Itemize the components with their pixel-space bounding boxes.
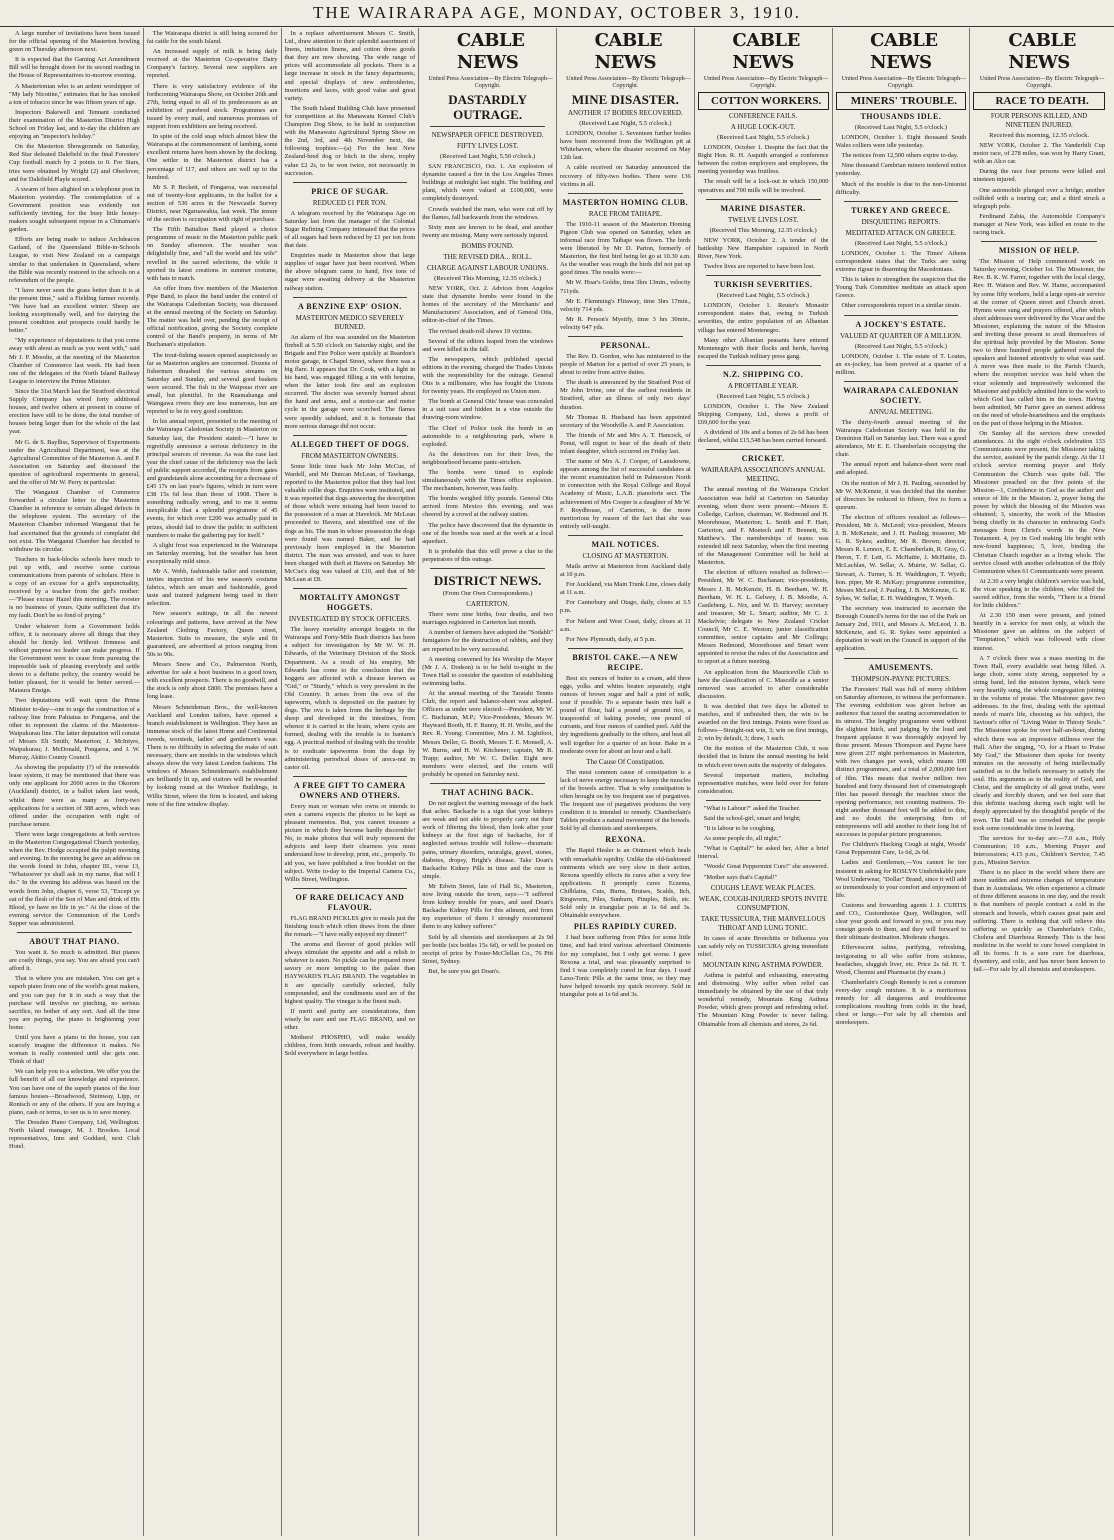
- coughs-heading: COUGHS LEAVE WEAK PLACES.: [710, 883, 816, 892]
- paragraph: The friends of Mr and Mrs A. T. Hancock, of Ponui, will regret to hear of the death of their infant daughter, which occurred on Friday last.: [560, 431, 691, 455]
- paragraph: "Woods' Great Peppermint Cure!" she answered.: [703, 863, 829, 871]
- paragraph: Asthma is painful and exhausting, enervating and distressing. Why suffer when relief can immediately be obtained by the use of that truly wonderful remedy, Mountain King Asthma Powder, which gives prompt and refreshing relief. The Mountain King Powder is never failing. Obtainable from all chemists and stores, 2s 6d.: [697, 971, 829, 1028]
- charge-subheading: CHARGE AGAINST LABOUR UNIONS.: [427, 263, 549, 272]
- paragraph: LONDON, October 1. The New Zealand Shipping Company, Ltd., shows a profit of £69,600 for the year.: [697, 402, 829, 427]
- paragraph: The result will be a lock-out in which 150,000 operatives and 700 mills will be involved.: [697, 178, 829, 194]
- paragraph: Many other Albanian peasants have entered Montenegro with their flocks and herds, having escaped the Turkish military press gang.: [697, 336, 829, 360]
- paragraph: An offer from five members of the Masterton Pipe Band, to place the band under the control of the Wairarapa Caledonian Society, was discussed at the annual meeting of the Society on Saturday. The matter was held over, pending the receipt of official notification, giving the Society complete control of the Band's property, in terms of Mr Buchanan's stipulation.: [146, 284, 278, 349]
- tussicura-paragraphs: [698, 935, 829, 959]
- column-2: [144, 28, 282, 1536]
- divider: [293, 435, 408, 436]
- paragraph: As showing the popularity (?) of the renewable lease system, it may be mentioned that there was only one applicant for 2000 acres in the Okorore (Auckland) district, in a ballot taken last week, whilst there were as many as forty-two applications for a section of 388 acres, which was offered under the occupation with right of purchase tenure.: [9, 764, 140, 828]
- paragraph: In a replace advertisement Messrs C. Smith, Ltd., draw attention to their splendid assortment of linens, imitation linens, and cotton dress goods that they are now showing. The wide range of prices will accommodate all pockets. There is a large increase in stock in the fancy departments, and special displays of new embroideries, insertions and laces, with good value and great variety.: [284, 30, 416, 102]
- paragraph: The Rev. D. Gordon, who has ministered to the people of Marton for a period of over 25 years, is about to retire from active duties.: [560, 352, 691, 377]
- marine-heading: MARINE DISASTER.: [720, 203, 806, 213]
- carterton-heading: CARTERTON.: [466, 600, 510, 609]
- shipping-subheading: A PROFITABLE YEAR.: [727, 381, 799, 390]
- outrage-subheading: NEWSPAPER OFFICE DESTROYED.: [431, 131, 544, 139]
- col2-paragraphs: [147, 30, 278, 809]
- paragraph: Mr S. P. Beckett, of Pongaroa, was successful out of twenty-four applicants, in the ballot for a section of 530 acres in the Newcastle Survey District, near Ngaruawahia, last week. The tenure of the section is occupation with right of purchase.: [146, 183, 278, 224]
- paragraph: The aroma and flavour of good pickles will always stimulate the appetite and add a relish to whatever is eaten. No pickle can be prepared more savory or more tempting to the palate than HAYWARD'S FLAG BRAND. The vegetables in it are specially carefully selected, fully compounded, and the condiments used are of the highest quality. The vinegar is the finest malt.: [284, 941, 416, 1005]
- paragraph: As the detectives ran for their lives, the neighbourhood became panic-stricken.: [422, 450, 553, 466]
- mine-disaster-heading: MINE DISASTER.: [571, 92, 679, 107]
- jockey-paragraphs: [836, 353, 967, 377]
- divider: [293, 588, 408, 589]
- divider: [293, 888, 408, 889]
- paragraph: LONDON, October 1. The estate of T. Loates, an ex-jockey, has been proved at a quarter of a million.: [835, 352, 967, 376]
- paragraph: The bombs weighed fifty pounds. General Otis arrived from Mexico this evening, and was cheered by a crowd at the railway station.: [422, 495, 553, 519]
- divider: [430, 783, 545, 784]
- paragraph: Since the 31st March last the Stratford electrical Supply Company has wired forty additional houses, and twelve others at present in course of erection have still to be done, the total number of houses being larger than for the whole of the last year.: [9, 387, 140, 436]
- paragraph: Said the school-girl, smart and bright;: [703, 815, 801, 822]
- paragraph: For Canterbury and Otago, daily, closes at 3.5 p.m.: [560, 599, 691, 615]
- paragraph: On the motion of the Masterton Club, it was decided that in future the annual meeting be held in which ever town suits the majority of delegates.: [697, 745, 829, 769]
- paragraph: As some people do, all night;": [703, 835, 782, 843]
- paragraph: Mr Edwin Street, late of Hall St., Masterton, now living outside the town, says:—"I suffered from kidney trouble for years, and used Doan's Backache Kidney Pills for this ailment, and from my experience of them I strongly recommend them to any kidney sufferer.": [422, 882, 553, 931]
- received-note: (Received Last Night, 5.5 o'clock.): [717, 134, 810, 141]
- column-7: [833, 28, 971, 1536]
- miners-paragraphs: [836, 134, 967, 197]
- paragraph: For Auckland, via Main Trunk Line, closes daily at 11 a.m.: [560, 581, 691, 597]
- greece-heading: TURKEY AND GREECE.: [851, 205, 951, 215]
- sugar-subheading: REDUCED £1 PER TON.: [312, 198, 387, 207]
- paragraph: The annual meeting of the Wairarapa Cricket Association was held at Carterton on Saturday evening, when there were present:—Messrs E. Colledge, Carlton, chairman; W. Redmond and H. Moorehouse, Masterton; L. Smith and F. Hart, Carterton, and F. Moetech and F. Bennett, St. Matthew's. The memberships of teams was extended till next Saturday, when the first meeting of the Management Committee will be held at Masterton.: [697, 486, 829, 567]
- cotton-paragraphs: [698, 144, 829, 195]
- paragraph: Until you have a piano in the house, you can scarcely imagine the difference it makes. No woman is really contented until she gets one. Think of that!: [9, 1033, 140, 1066]
- paragraph: LONDON, October 1. Reuter's Monastir correspondent states that, owing to Turkish severities, the entire population of an Albanian village has entered Montenegro.: [697, 302, 829, 334]
- divider: [844, 658, 959, 659]
- benzine-heading: A BENZINE EXP' OSION.: [297, 301, 402, 311]
- outrage-subheading-2: FIFTY LIVES LOST.: [457, 142, 519, 150]
- divider: [430, 126, 545, 127]
- dogs-subheading: FROM MASTERTON OWNERS.: [301, 451, 399, 460]
- divider: [706, 449, 821, 450]
- piles-heading: PILES RAPIDLY CURED.: [573, 922, 677, 932]
- cable-news-title: CABLE NEWS: [870, 30, 938, 73]
- paragraph: I had been suffering from Piles for some little time, and had tried various advertised Ointments for my complaint, but I only got worse. I gave Rexona a trial, and was pleasantly surprised to find I was completely cured in four days. I used Laxo-Tonic Pills at the same time, so they may have helped towards my quick recovery. Sold in triangular pots at 1s 6d and 3s.: [560, 934, 691, 998]
- amusements-heading: AMUSEMENTS.: [868, 662, 934, 672]
- personal-heading: PERSONAL.: [600, 340, 651, 350]
- labour-verse: [698, 805, 829, 882]
- paragraph: During the race four persons were killed and nineteen injured.: [973, 168, 1105, 184]
- shipping-heading: N.Z. SHIPPING CO.: [722, 369, 804, 379]
- roll-subheading: THE REVISED DRA... ROLL.: [443, 252, 532, 261]
- sugar-paragraphs: [285, 210, 416, 293]
- paragraph: New season's suitings, in all the newest colourings and patterns, have arrived at the New Zealand Clothing Factory, Queen street, Masterton. Suits to measure, the style and fit guaranteed, are advertised at prices ranging from 50s to 90s.: [146, 610, 278, 658]
- paragraph: Effervescent saline, purifying, refreshing, invigorating to all who suffer from sickness, headaches, sluggish liver, etc. Price 2s 6d. H. T. Wood, Chemist and Pharmacist (by exam.): [835, 944, 967, 976]
- paragraph: If merit and purity are considerations, then wisely be sure and use FLAG BRAND, and no other.: [284, 1007, 416, 1031]
- cable-credit: United Press Association—By Electric Telegraph—Copyright.: [566, 76, 691, 89]
- paragraph: This is taken to strengthen the suspicion that the Young Turk Committee meditate an attack upon Greece.: [835, 276, 967, 300]
- cable-news-title: CABLE NEWS: [594, 30, 663, 73]
- miners-heading: MINERS' TROUBLE.: [836, 92, 967, 110]
- paragraph: Mr W. Hoar's Goldie, time 3hrs 13min., velocity 711yds.: [560, 279, 691, 295]
- cable-credit: United Press Association—By Electric Telegraph—Copyright.: [428, 76, 553, 89]
- paragraph: A 7 o'clock there was a mass meeting in the Town Hall, every available seat being filled. A large choir, some sixty strong, supported by a string band, led the mission hymns, which were very heartily sung, the whole congregation joining in the volume of praise. The Missioner gave two addresses. In the first, dealing with the spiritual needs of man's life, choosing as his subject, the Saviour's offer of "Living Water to Thirsty Souls." The Missioner spoke for over half-an-hour, during which there was an impressive stillness over the Hall. After the singing, "O, for a Heart to Praise My God," the Missioner then spoke for twenty minutes on the necessity of being intellectually satisfied as to the beliefs necessary to satisfy the soul. His arguments as to the reality of God, and Christ, and the simplicity of all great truths, were clearly and forcibly drawn, and we feel sure that this definite teaching during each night will be deeply appreciated by the thoughtful people of the town. The Hall was so crowded that the people took some considerable time in leaving.: [973, 654, 1105, 832]
- divider: [568, 648, 683, 649]
- homing-heading: MASTERTON HOMING CLUB.: [562, 197, 689, 207]
- received-note: (Received Last Night, 5.5 o'clock.): [854, 342, 947, 350]
- paragraph: The Wairarapa district is still being scoured for fat cattle for the south Island.: [146, 30, 278, 46]
- masthead: THE WAIRARAPA AGE, MONDAY, OCTOBER 3, 1910.: [0, 0, 1114, 27]
- homing-subheading: RACE FROM TAIHAPE.: [588, 209, 662, 218]
- column-1: [6, 28, 144, 1536]
- divider: [844, 201, 959, 202]
- col1-paragraphs: [9, 30, 140, 928]
- paragraph: In cases of acute Bronchitis or Influenza you can safely rely on TUSSICURA giving immediate relief.: [697, 934, 829, 958]
- paragraph: A number of farmers have adopted the "Sodahlt" fumigators for the destruction of rabbits, and they are reported to be very successful.: [422, 629, 553, 653]
- col3-paragraphs: [285, 30, 416, 178]
- received-note: (Received Last Night, 5.5 o'clock.): [579, 120, 672, 127]
- paragraph: Much of the trouble is due to the non-Unionist difficulty.: [835, 180, 967, 196]
- rexona-paragraphs: [560, 847, 691, 920]
- mine-paragraphs: [560, 130, 691, 189]
- paragraph: The services for to-day are:—7.0 a.m., Holy Communion; 10 a.m., Morning Prayer and Intercessions; 4.15 p.m., Children's Service; 7.45 p.m., Mission Service.: [973, 834, 1105, 866]
- paragraph: But, be sure you get Doan's.: [428, 967, 501, 975]
- paragraph: There is very satisfactory evidence of the forthcoming Wairarapa Show, on October 26th and 27th, being equal to all of its predecessors as an exhibition of purebred stock. Programmes are issued by every mail, and numerous promises of support from exhibitors are being received.: [146, 82, 278, 131]
- cotton-subheading-2: A HUGE LOCK-OUT.: [730, 123, 796, 131]
- paragraph: Mails arrive at Masterton from Auckland daily at 10 p.m.: [560, 562, 691, 579]
- paragraph: Crowds watched the men, who were cut off by the flames, fall backwards from the windows.: [422, 205, 553, 221]
- jockey-subheading: VALUED AT QUARTER OF A MILLION.: [839, 331, 962, 340]
- received-note: (Received Last Night, 5.5 o'clock.): [854, 124, 947, 131]
- bombs-subheading: BOMBS FOUND.: [461, 241, 514, 250]
- cake-paragraphs: [560, 675, 691, 756]
- paragraph: "What is Capital?" he asked her, After a brief interval.: [697, 845, 829, 861]
- paragraph: On the motion of Mr J. H. Pauling, seconded by Mr W. McKenzie, it was decided that the number of directors be reduced to fifteen, five to form a quorum.: [835, 479, 967, 511]
- paragraph: The secretary was instructed to ascertain the Borough Council's terms for the use of the Park on January 2nd, 1911, and Messrs A. McLeod, J. B. McKenzie, and G. R. Sykes were appointed a deputation to wait on the Council in support of the application.: [835, 604, 967, 653]
- dogs-heading: ALLEGED THEFT OF DOGS.: [290, 439, 410, 449]
- paragraph: You want it. So much is admitted. But pianos are costly things, you say. You are afraid you can't afford it.: [9, 949, 140, 973]
- sugar-heading: PRICE OF SUGAR.: [311, 186, 389, 196]
- paragraph: Messrs Snow and Co., Palmerston North, advertise for sale a boot business in a good town, with excellent prospects. There is no goodwill, and the stock is only about £800. The premises have a long lease.: [146, 661, 278, 701]
- paragraph: The heavy mortality amongst hoggets in the Wairarapa and Forty-Mile Bush districts has been a subject for investigation by Mr W. W. H. Edwards, of the Veterinary Division of the Stock Department. As a result of his enquiry, Mr Edwards has come to the conclusion that the hoggets are affected with a disease known as "Gid," or "Sturdy," which is very prevalent in the Old Country. It arises from the ova of the tapeworm, which is deposited on the pasture by dogs. The ova is taken from the herbage by the sheep and developed in the intestines, from whence it is carried to the brain, where cysts are formed, dealing with the trouble is to bantam's egg. A practical method of dealing with the trouble is to eradicate tapeworms from the dogs by administering periodical doses of areca-nut in castor oil.: [284, 626, 416, 771]
- paragraph: The trout-fishing season opened auspiciously so far as Masterton anglers are concerned. Dozens of fishermen thrashed the various streams on Saturday and Sunday, and several good baskets were secured. The fish in the Waipoua river are small, but plentiful. In the Ruamahanga and Waingawa rivers they are less numerous, but are reported to be in very good condition.: [146, 351, 278, 416]
- greece-subheading-2: MEDITATED ATTACK ON GREECE.: [845, 228, 957, 237]
- divider: [17, 932, 132, 933]
- constipation-heading: The Cause Of Constipation.: [586, 757, 665, 766]
- aching-back-heading: THAT ACHING BACK.: [441, 788, 534, 797]
- cable-credit: United Press Association—By Electric Telegraph—Copyright.: [703, 76, 829, 89]
- paragraph: NEW YORK, October 2. A tender of the battleship New Hampshire capsized in North River, New York.: [697, 236, 829, 260]
- paragraph: NEW YORK, October 2. The Vanderbilt Cup motor race, of 278 miles, was won by Harry Grant, with an Alco car.: [973, 142, 1105, 166]
- paragraph: At 2.30 150 men were present, and joined heartily in a service for men only, at which the Missioner gave an address on the subject of "Temptation," which was followed with close interest.: [973, 612, 1105, 652]
- divider: [293, 776, 408, 777]
- column-5: [557, 28, 695, 1536]
- outrage-heading: DASTARDLY OUTRAGE.: [448, 92, 527, 122]
- paragraph: "Mother says that's Capital!": [703, 873, 778, 881]
- paragraph: The election of officers resulted as follows—President, Mr A. McLeod; vice-president, Messrs J. B. McKenzie, and J. H. Pauling; treasurer, Mr G. R. Sykes; auditor, Mr R. Brown; director, Messrs R. Lennox, E. E. Chamberlain, R. Gray, G. Heron, T. F. Lett, G. McHattie, J. McHattie, D. McLachlan, W. Sellar, A. Muirie, W. Sellar, G. Stewart, A. Turner, S. H. Waddington, T. Wyeth; hon. piper, Mr R. McKay; programme committee, Messrs McLeod, J. Pauling, J. B. McKenzie, G. R. Sykes, W. Sellar, E. H. Waddington, T. Wyeth.: [835, 513, 967, 602]
- cricket-subheading: WAIRARAPA ASSOCIATION'S ANNUAL MEETING.: [701, 466, 826, 484]
- paragraph: Nine thousand Cambrian miners tendered notice yesterday.: [835, 162, 967, 178]
- turkish-heading: TURKISH SEVERITIES.: [713, 280, 813, 290]
- paragraph: We can help you to a selection. We offer you the full benefit of all our knowledge and experience. You can have one of the superb pianos of the four famous houses—Broadwood, Steinway, Lipp, or Ronisch or any of the others. If you are buying a piano, cash or terms, to see us is to save money.: [9, 1068, 140, 1116]
- district-paragraphs: [422, 611, 553, 779]
- paragraph: The Chief of Police took the bomb in an automobile to a neighbouring park, where it exploded.: [422, 424, 553, 448]
- paragraph: The police have discovered that the dynamite in one of the bombs was used at the work at a local aqueduct.: [422, 521, 553, 545]
- asthma-paragraphs: [698, 972, 829, 1029]
- cable-credit: United Press Association—By Electric Telegraph—Copyright.: [979, 76, 1105, 89]
- cable-credit: United Press Association—By Electric Telegraph—Copyright.: [841, 76, 967, 89]
- piles-paragraphs: [560, 934, 691, 999]
- received-note: (Received Last Night, 5.5 o'clock.): [717, 292, 810, 300]
- paragraph: The bombs were timed to explode simultaneously with the Times office explosion. The mechanism, however, was faulty.: [422, 469, 553, 493]
- paragraph: The Wanganui Chamber of Commerce forwarded a circular letter to the Masterton Chamber in reference to certain alleged defects in the telephone system. The secretary of the Masterton Chamber informed Wanganui that he had ascertained that the grounds of complaint did not exist. The Wanganui Chamber has decided to withdraw its circular.: [9, 489, 140, 553]
- paragraph: Under whatever form a Government holds office, it is necessary above all things that they should be firmly led. Without firmness and without purpose no leader can make progress. If the Government were to cease from pursuing the impossible task of pleasing everybody and settle down to a definite policy, the country would be better pleased, for it would be better served.—Mataura Ensign.: [9, 622, 140, 695]
- paragraph: It is expected that the Gaming Act Amendment Bill will be brought down for its second reading in the House of Representatives to-morrow evening.: [9, 56, 140, 80]
- paragraph: Chamberlain's Cough Remedy is not a common every-day cough mixture. It is a meritorious remedy for all dangerous and troublesome complications resulting from colds in the head, chest or lungs.—For sale by all chemists and storekeepers.: [835, 978, 967, 1027]
- paragraph: The Foresters' Hall was full of merry children on Saturday afternoon, to witness the performance. The evening exhibition was given before an audience that taxed the seating accommodation to its utmost. The lengthy programme went without the slightest hitch, and judging by the loud and frequent applause it was thoroughly enjoyed by those present. Messrs Thompson and Payne have now given 237 night performances in Masterton, with two changes per week, which means 100 distinct programmes, and a total of 2,000,000 feet of film. This means that twelve million two hundred and forty thousand feet of cinematograph film has passed through the machine since the opening performance, not counting matinees. To-night another thousand feet will be added to this, and no doubt the enterprising firm of entrepreneurs will add another to their long list of successes in popular picture programmes.: [835, 685, 967, 839]
- paragraph: The Rapid Healer is an Ointment which heals with remarkable rapidity. Unlike the old-fashioned ointments which are very slow in their action, Rexona speedily effects its cures after a very few applications. It promptly cures Eczema, Chilblains, Cuts, Burns, Bruises, Scalds, Itch, Ringworm, Piles, Sunburn, Pimples, Boils, etc. Sold only in triangular pots at 1s 6d and 3s. Obtainable everywhere.: [560, 847, 691, 920]
- paragraph: Messrs Schneideman Bros., the well-known Auckland and London tailors, have opened a branch establishment in Wellington. They have an immense stock of the latest Home and Continental tweeds, worsteds, ladies' and gentlemen's wear. There is no difficulty in selecting the make of suit necessary, there are models in the windows which always show the very latest London fashions. The windows of Messrs Schneideman's establishment are brilliantly lit up, and visitors will be rewarded by looking round at the Windsor Buildings, in Willis Street, where the firm is located, and taking note of the fine window display.: [146, 703, 278, 808]
- divider: [430, 568, 545, 569]
- constipation-paragraphs: [560, 769, 691, 834]
- paragraph: An alarm of fire was sounded on the Masterton firebell at 5.50 o'clock on Saturday night, and the Brigade and Fire Police were quickly at Reardon's motor garage, in Chapel Street, where there was a big flare. It appears that Dr. Cook, with a light in his hand, was engaged filling a tin with benzine, when the latter took fire and an explosion occurred. The doctor was severely burned about the hand and arms, and a motor-car and motor cycle in the garage were scorched. The flames were speedily subdued, and it is fortunate that more serious damage did not occur.: [284, 333, 416, 430]
- piano-paragraphs: [9, 949, 140, 1151]
- paragraph: In his annual report, presented to the meeting of the Wairarapa Caledonian Society in Masterton on Saturday last, the President stated:—"I have to regretfully announce a serious deficiency in the principal sources of revenue. As was the case last year the chief cause of the deficiency was the lack of public support accorded, the receipts from gates and grandstands alone accounting for a decrease of £45 17s on last year's figures, which in turn were £38 15s 6d less than those of 1908. There is something radically wrong, and to me it seems inexplicable that a splendid programme of 45 events, for which over £200 was actually paid in prizes, should fail to draw the public in sufficient numbers to make the gathering pay for itself.": [146, 418, 278, 539]
- paragraph: The Dresden Piano Company, Ltd, Wellington. North Island manager, M. J. Brookes. Local representatives, Inns and Goddard, next Club Hotel.: [9, 1118, 140, 1151]
- paragraph: The death is announced by the Stratford Post of Mr John Irvine, one of the earliest residents in Stratford, after an illness of only two days' duration.: [560, 379, 691, 411]
- amusements-paragraphs: [836, 686, 967, 1028]
- cable-news-title: CABLE NEWS: [456, 30, 525, 73]
- paragraph: A meeting convened by his Worship the Mayor (Mr J. A. Dodson) is to be held to-night in the Town Hall to consider the question of establishing swimming baths.: [422, 655, 553, 687]
- mail-heading: MAIL NOTICES.: [591, 539, 660, 549]
- paragraph: The revised death-roll shows 19 victims.: [428, 327, 533, 335]
- mail-subheading: CLOSING AT MASTERTON.: [582, 551, 669, 560]
- paragraph: "It is labour to be coughing,: [703, 825, 776, 833]
- paragraph: The annual report and balance-sheet were read and adopted.: [835, 461, 967, 477]
- outrage-paragraphs: [422, 163, 553, 240]
- district-news-heading: DISTRICT NEWS.: [433, 573, 542, 589]
- paragraph: A slight frost was experienced in the Wairarapa on Saturday morning, but the weather has been exceptionally mild since.: [146, 541, 278, 565]
- column-4: [419, 28, 557, 1536]
- camera-heading: A FREE GIFT TO CAMERA OWNERS AND OTHERS.: [293, 780, 406, 800]
- paragraph: An increased supply of milk is being daily received at the Masterton Co-operative Dairy Company's factory. Several new suppliers are reported.: [146, 48, 278, 80]
- paragraph: A swarm of bees alighted on a telephone post in Masterton yesterday. The contemplation of a Government position was evidently not sufficiently inviting, for the busy little honey-makers sought subsequent repose in a Chinaman's garden.: [9, 185, 140, 234]
- piano-heading: ABOUT THAT PIANO.: [29, 937, 120, 947]
- paragraph: Ferdinand Zabia, the Automobile Company's manager at New York, was killed en route to the racing track.: [973, 212, 1105, 237]
- mission-paragraphs: [973, 258, 1105, 974]
- hoggets-subheading: INVESTIGATED BY STOCK OFFICERS.: [288, 615, 411, 624]
- paragraph: Customs and forwarding agents J. J. CURTIS and CO., Customhouse Quay, Wellington, will clear your goods and forward to you, or you may consign goods to them, and they will forward to their ultimate destination. Moderate charges.: [835, 901, 967, 942]
- divider: [568, 535, 683, 536]
- turkish-paragraphs: [698, 302, 829, 361]
- column-3: [282, 28, 420, 1536]
- paragraph: A cable received on Saturday announced the recovery of fifty-two bodies. There were 136 victims in all.: [560, 164, 691, 188]
- paragraph: "My experience of deputations is that you come away with about as much as you went with," said Mr J. P. Moodie, at the meeting of the Masterton Chamber of Commerce last week. He had been one of the delegates of the North Island Railway League to interview the Prime Minister.: [9, 337, 140, 385]
- paragraph: The 1910-11 season of the Masterton Homing Pigeon Club was opened on Saturday, when an informal race from Taihape was flown. The birds were liberated by Mr D. Parton, formerly of Masterton, the first bird being let go at 10.30 a.m. As the weather was rough the birds did not put up good times. The results were:—: [560, 220, 691, 277]
- paragraph: In spite of the cold snap which almost blew the Wairarapa at the commencement of lambing, some excellent returns have been shown by the docking. One settler in the Masterton district has a percentage of 117, and others are well up to the hundred.: [146, 133, 278, 181]
- paragraph: Inspectors Bakewell and Tennant conducted their examination of the Masterton District High School on Friday last, and to-day the children are enjoying an "inspector's holiday.": [9, 108, 140, 141]
- paragraph: For New Plymouth, daily, at 5 p.m.: [566, 635, 657, 643]
- paragraph: The most common cause of constipation is a lack of nerve energy necessary to keep the muscles of the bowels active. That is why constipation is often brought on by too frequent use of purgatives. The frequent use of purgatives produces the very condition it is intended to remedy. Chamberlain's Tablets produce a natural movement of the bowels. Sold by all chemists and storekeepers.: [560, 768, 691, 833]
- cake-heading: BRISTOL CAKE.—A NEW RECIPE.: [572, 652, 679, 672]
- paragraph: Some little time back Mr John McCue, of Wardell, and Mr Duncan McLean, of Tawhanga, reported to the Masterton police that they had lost valuable collie dogs. Enquiries were instituted, and it was reported that dogs answering the description of those which were missing had been traced to the possession of a man at Havelock. Mr McLean proceeded to Havera, and identified one of the dogs as his. The man in whose possession the dogs were found was named Baker, and he had previously been employed in the Masterton district. The man was arrested, and was to have been charged with theft at Havera on Saturday. Mr McCue's dog was valued at £10, and that of Mr McLean at £8.: [284, 462, 416, 584]
- divider: [981, 241, 1097, 242]
- cable-news-title: CABLE NEWS: [1008, 30, 1076, 73]
- received-note: (Received Last Night, 5.50 o'clock.): [439, 153, 536, 160]
- paragraph: LONDON, October 1. Eight thousand South Wales colliers were idle yesterday.: [835, 134, 967, 150]
- divider: [706, 365, 821, 366]
- mine-disaster-subheading: ANOTHER 17 BODIES RECOVERED.: [568, 109, 683, 117]
- asthma-heading: MOUNTAIN KING ASTHMA POWDER.: [702, 960, 824, 969]
- received-note: (Received This Morning, 12.35 o'clock.): [434, 274, 542, 282]
- paragraph: FLAG BRAND PICKLES give to meals just the finishing touch which often draws from the diner the remark—"I have really enjoyed my dinner!": [284, 914, 416, 938]
- aching-back-paragraphs: [422, 800, 553, 976]
- paragraph: Mothers! PHOSPHO, will make weakly children, from birth onwards, robust and healthy. Sold everywhere in large bottles.: [284, 1034, 416, 1058]
- benzine-subheading: MASTERTON MEDICO SEVERELY BURNED.: [295, 313, 405, 331]
- hoggets-paragraphs: [285, 626, 416, 772]
- camera-paragraphs: [285, 803, 416, 884]
- homing-paragraphs: [560, 221, 691, 332]
- rexona-heading: REXONA.: [605, 835, 646, 845]
- flavour-paragraphs: [285, 915, 416, 1059]
- paragraph: The name of Mrs A. J. Cooper, of Lansdowne, appears among the list of successful candidates at the recent examination held in Palmerston North in connection with the Royal College and Royal Academy of Music, L.A.B. pianoforte sect. The achievement of Mrs Cooper is a daughter of Mr W. F. Roydhouse, of Carterton, is the more meritorious by reason of the fact that she was entirely self-taught.: [560, 458, 691, 530]
- paragraph: Mr G. de S. Baylliss, Supervisor of Experiments under the Agricultural Department, was at the Agricultural Committee of the Masterton A. and P. Association on Saturday and discussed the question of agricultural experiments in general, and the offer of Mr W. Perry in particular.: [9, 438, 140, 486]
- paragraph: LONDON, October 1. Seventeen further bodies have been recovered from the Wellington pit at Whitehaven, where the disaster occurred on May 12th last.: [560, 130, 691, 162]
- cotton-workers-heading: COTTON WORKERS.: [698, 92, 829, 110]
- outrage-paragraphs-2: [422, 285, 553, 564]
- race-to-death-heading: RACE TO DEATH.: [973, 92, 1105, 110]
- paragraph: SAN FRANCISCO, Oct. 1. An explosion of dynamite caused a fire in the Los Angeles Times buildings at midnight last night. The building and plant, which were valued at £100,000, were completely destroyed.: [422, 163, 553, 203]
- divider: [844, 381, 959, 382]
- paragraph: Mr A. Webb, fashionable tailor and costumier, invites inspection of his new season's costume fabrics, which are smart and fashionable, good taste and trained judgment being used in their selection.: [146, 568, 278, 608]
- paragraph: NEW YORK, Oct. 2. Advices from Angelos state that dynamite bombs were found in the homes of the secretary of the Merchants' and Manufacturers' Association, and of General Otis, editor-in-chief of the Times.: [422, 285, 553, 325]
- paragraph: Do not neglect the warning message of the back that aches. Backache is a sign that your kidneys are weak and not able to properly carry out their work of filtering the blood, then look after your kidneys at the first sign of backache, for if neglected serious trouble will follow—rheumatic pains, urinary disorders, neuralgia, gravel, stones, diabetes, dropsy, Bright's disease. Take Doan's Backache Kidney Pills in time and the cure is simple.: [422, 800, 553, 880]
- divider: [568, 193, 683, 194]
- columns: [6, 28, 1108, 1536]
- paragraph: Several important matters, including representative matches, were held over for future consideration.: [697, 771, 829, 795]
- paragraph: LONDON, October 1. The Times' Athens correspondent states that the Turks are using extreme rigour in disarming the Macedonians.: [835, 249, 967, 274]
- paragraph: Sold by all chemists and storekeepers at 2s 9d per bottle (six bottles 15s 6d), or will be posted on receipt of price by Foster-McClellan Co., 76 Pitt Street, Sydney.: [422, 933, 553, 965]
- paragraph: Ladies and Gentlemen,—You cannot be too insistent in asking for ROSLYN Unshrinkable pure Wool Underwear, "Dollar" Brand, since it will add so tremendously to your comfort and enjoyment of life.: [835, 859, 967, 899]
- paragraph: The thirty-fourth annual meeting of the Wairarapa Caledonian Society was held in the Dominion Hall on Saturday last. There was a good attendance, Mr E. E. Chamberlain occupying the chair.: [835, 418, 967, 459]
- paragraph: Twelve lives are reported to have been lost.: [703, 263, 815, 271]
- paragraph: Two deputations will wait upon the Prime Minister to-day—one to urge the construction of a railway line from Pahiatua to Pongaroa, and the other to represent the claims of the Masterton-Waipukurau line. The latter deputation will consist of Messrs Eli Smith, Masterton; J. McIntyre, Waipukurau; J. McDonald, Pongaroa, and J. W. Murray, Akitio County Council.: [9, 697, 140, 762]
- race-paragraphs: [973, 142, 1105, 237]
- district-news-subheading: (From Our Own Correspondents.): [442, 590, 533, 598]
- paragraph: Sixty men are known to be dead, and another twenty are missing. Many were seriously injured.: [422, 223, 553, 239]
- paragraph: "What is Labour?" asked the Teacher.: [703, 804, 800, 812]
- paragraph: It is probable that this will prove a clue to the perpetrators of this outrage.: [422, 547, 553, 563]
- paragraph: Mr E. Flemming's Flitaway, time 3hrs 17min., velocity 714 yds.: [560, 297, 691, 313]
- greece-paragraphs: [836, 250, 967, 311]
- divider: [293, 182, 408, 183]
- caledonian-paragraphs: [836, 419, 967, 654]
- flavour-heading: OF RARE DELICACY AND FLAVOUR.: [295, 892, 405, 912]
- dogs-paragraphs: [285, 463, 416, 584]
- shipping-paragraphs: [698, 403, 829, 445]
- paragraph: A Mastertonian who is an ardent worshipper of "My lady Nicotine," estimates that he has smoked a ton of tobacco since he was fifteen years of age.: [9, 82, 140, 106]
- greece-subheading: DISQUIETING REPORTS.: [861, 217, 941, 226]
- cricket-paragraphs: [698, 486, 829, 795]
- paragraph: A dividend of 10s and a bonus of 2s 6d has been declared, whilst £15,548 has been carried forward.: [697, 429, 829, 445]
- coughs-subheading: WEAK, COUGH-INJURED SPOTS INVITE CONSUMPTION.: [698, 894, 828, 912]
- paragraph: For Nelson and West Coast, daily, closes at 11 a.m.: [560, 617, 691, 633]
- caledonian-heading: WAIRARAPA CALEDONIAN SOCIETY.: [843, 385, 959, 405]
- paragraph: LONDON, October 1. Despite the fact that the Right Hon. R. H. Asquith arranged a conference between the cotton employers and employees, the meeting yesterday was fruitless.: [697, 144, 829, 176]
- paragraph: That is where you are mistaken. You can get a superb piano from one of the world's great makers, and you can pay for it in such a way that the purchase will involve no pinching, no serious sacrifice, no bother of any sort. And all the time you are paying, the piano is brightening your home.: [9, 975, 140, 1031]
- paragraph: On the Masterton Showgrounds on Saturday, Red Star defeated Dalefield in the final Foresters' Cup football match by 2 points to 0. For Stars, tries were obtained by Wright (2) and Oberlover, and for Dalefield Playle scored.: [9, 143, 140, 183]
- received-note: (Received Last Night, 5.5 o'clock.): [717, 392, 810, 400]
- paragraph: Teachers in back-blocks schools have much to put up with, and receive some curious communications from parents of scholars. Here is a copy of an excuse for a girl's unpunctuality, received by a teacher from the girl's mother:—"Please excuse Hazel this morning. The rooster is no business of yours. Quite sufficient that it's my fault. Don't be so fond of prying.": [9, 555, 140, 620]
- divider: [706, 199, 821, 200]
- personal-paragraphs: [560, 353, 691, 531]
- column-6: [695, 28, 833, 1536]
- caledonian-subheading: ANNUAL MEETING.: [868, 407, 934, 416]
- paragraph: A large number of invitations have been issued for the official opening of the Masterton bowling green on Thursday afternoon next.: [9, 30, 140, 54]
- paragraph: Mr Thomas R. Husband has been appointed secretary of the Woodville A. and P. Association.: [560, 413, 691, 429]
- paragraph: The notices from 12,500 others expire to-day.: [841, 152, 959, 160]
- paragraph: The Fifth Battalion Band played a choice programme of music in the Masterton public park on Sunday afternoon. The weather was delightfully fine, and "all the world and his wife" revelled in the sacred selections, the while it sported its latest creations in summer costume, with hats to match.: [146, 226, 278, 282]
- paragraph: For Children's Hacking Cough at night, Woods' Great Peppermint Cure, 1s 6d, 2s 6d.: [835, 841, 967, 857]
- paragraph: Every man or woman who owns or intends to own a camera expects the photos to be kept as pleasant mementos. But, you cannot treasure a picture in which they become hardly discernible! No, to make photos that will truly represent the subjects and keep their clearness you must understand how to develop, print, etc., properly. To aid you, we have published a free booklet on the subject. Write to-day to the Imperial Camera Co., Willis Street, Wellington.: [284, 802, 416, 883]
- paragraph: "I have never seen the grass better than it is at the present time," said a Fielding farmer recently. "We have had an excellent winter. Sheep are looking exceptionally well, and for dairying the present condition and prospects could hardly be better.": [9, 286, 140, 335]
- divider: [568, 336, 683, 337]
- cricket-heading: CRICKET.: [741, 454, 785, 464]
- paragraph: Other correspondents report in a similar strain.: [841, 302, 961, 310]
- paragraph: The Mission of Help commenced work on Saturday evening, October 1st. The Missioner, the Rev. B. K. W. Farrer, together with the local clergy, Rev. H. Watson and Rev. W. Haine, accompanied by some fifty workers, held a large open-air service at the corner of Queen street and Church street. Hymns were sung and prayers offered, after which short addresses were delivered by the Vicar and the Missioner, explaining the nature of the Mission and inviting those present to avail themselves of the spiritual help provided by the Mission. Some two to three hundred people gathered round the speakers and listened attentively to what was said. A move was then made to the Parish Church, where the reception service was held when the vicar solemnly and impressively welcomed the Missioner and publicly admitted him to the work to which God has called him in the town. Having been admitted, Mr Farrer gave an earnest address on the need of whole-heartedness and the emphasis on the part of those helping in the Mission.: [973, 258, 1105, 427]
- paragraph: One automobile plunged over a bridge; another collided with a touring car; and a third struck a telegraph pole.: [973, 186, 1105, 210]
- paragraph: A telegram received by the Wairarapa Age on Saturday last from the manager of the Colonial Sugar Refining Company intimated that the prices of all sugars had been reduced by £1 per ton from that date.: [284, 209, 416, 250]
- paragraph: The election of officers resulted as follows:—President, Mr W. C. Buchanan; vice-presidents, Messrs J. B. McKenzie, H. B. Beetham, W. H. Beetham, W. H. L. Gelwey, J. B. Moodie, A. Castleberg, L. Nix, and W. D. Harvey; secretary and treasurer, Mr L. Smart; auditor, Mr C. J. Mackelvie; delegate to New Zealand Cricket Council, Mr C. E. Weston; junior classification committee, senior captains and Mr Collings; Messrs Redmond, Moorehouse and Smart were appointed to revise the rules of the Association and to report at a future meeting.: [697, 569, 829, 666]
- cable-news-title: CABLE NEWS: [732, 30, 800, 73]
- paragraph: There were large congregations at both services in the Masterton Congregational Church yesterday, when the Rev. Hodge occupied the pulpit morning and evening. In the morning he gave an address on the words found in John, chapter III., verse 13, "Whatsoever ye shall ask in my name, that will I do." In the evening his address was based on the words from John, chapter 6, verse 53, "Except ye eat of the flesh of the Son of Man and drink of His Blood, ye have no life in ye." At the close of the evening service the Communion of the Lord's Supper was administered.: [9, 830, 140, 927]
- mission-heading: MISSION OF HELP.: [998, 246, 1080, 256]
- paragraph: Several of the editors leaped from the windows and were killed in the fall.: [422, 337, 553, 353]
- paragraph: At the annual meeting of the Taratahi Tennis Club, the report and balance-sheet was adopted. Officers as under were elected:—President, Mr W. C. Buchanan, M.P.; Vice-Presidents, Messrs W. Hayward Booth, H. F. Bunny, H. H. Wolfe, and the Rev. R. Young; Committee, Mrs J. M. Lightfoot, Messrs Deller, G. Booth, Messrs T. E. Monsell, A. W. Burns, and H. W. Kitchener; captain, Mr B. Trapp; auditor, Mr W. C. Deller. Eight new members were elected, and the courts will probably be opened on Saturday next.: [422, 689, 553, 778]
- paragraph: The South Island Building Club have presented for competition at the Manawatu Kennel Club's Champion Dog Show, to be held in conjunction with the Manawatu Agricultural Spring Show on the 2nd, 3rd, and 4th November next, the following trophies:—(a) For the best New Zealand-bred dog or bitch in the show, trophy value £2 2s, to be won twice, not necessarily in succession.: [284, 104, 416, 177]
- paragraph: There is no place in the world where there are more sudden and extreme changes of temperature than in Australasia. We often experience a climate of three different seasons in one day, and the result is that numbers of people contract a cold in the stomach and bowels, which causes great pain and suffering. There is nothing that will relieve this suffering so quickly as Chamberlain's Colic, Cholera and Diarrhoea Remedy. This is the best medicine in the world to cure bowel complaint in all its forms. It is a sure cure for diarrhoea, dysentery, and colic, and has never been known to fail.—For sale by all chemists and storekeepers.: [973, 869, 1105, 974]
- cotton-subheading: CONFERENCE FAILS.: [728, 112, 798, 120]
- paragraph: An application from the Mauriceville Club to have the classification of C. Mascelle as a senior removed was acceded to after considerable discussion.: [697, 668, 829, 700]
- paragraph: The newspapers, which published special editions in the evening, charged the Trades Unions with the responsibility for the outrage. General Otis is a millionaire, who has fought the Unions for twenty years. He employed no Union men.: [422, 355, 553, 396]
- paragraph: It was decided that two days be allotted to matches, and if unfinished then, the win to be awarded on the first innings. Points were fixed as follows—Straight-out win, 3; win on first innings, 2; win by default, 3; draw, 1 each.: [697, 702, 829, 743]
- marine-subheading: TWELVE LIVES LOST.: [728, 215, 799, 224]
- paragraph: Efforts are being made to induce Archdeacon Garland, of the Queensland Bible-in-Schools League, to visit New Zealand on a campaign similar to that undertaken in Queensland, where the Bible was recently restored to the schools on a referendum of the people.: [9, 236, 140, 284]
- mail-paragraphs: [560, 563, 691, 644]
- divider: [706, 275, 821, 276]
- paragraph: On Sunday all the services drew crowded attendances. At the eight o'clock celebration 133 Communicants were present, the Missioner taking the service, assisted by the parish clergy. At the 11 o'clock service morning prayer and Holy Communion the Church was quite full. The Missioner preached on the five points of the Mission—1, Confidence in God as the author and source of life in the Mission. 2, prayer being the power by which the blessing of the Mission was obtained; 3, sincerity, the work of the Mission being chiefly in its character in embracing God's messages from Christ's words in the New Testament. 4, joy in God making life bright with new-found happiness; 5, love, binding the Christian Church together as a living whole. The service closed with another celebration of the Holy Communion when 61 Communicants were present.: [973, 430, 1105, 575]
- received-note: (Received Last Night, 5.5 o'clock.): [854, 239, 947, 247]
- miners-subheading: THOUSANDS IDLE.: [860, 112, 942, 121]
- paragraph: Enquiries made in Masterton show that large supplies of sugar have just been received. When the above telegram came to hand, five tons of sugar were awaiting delivery at the Masterton railway station.: [284, 252, 416, 292]
- race-subheading: FOUR PERSONS KILLED, AND NINETEEN INJURED.: [990, 112, 1088, 129]
- received-note: (Received This Morning, 12.35 o'clock.): [709, 226, 817, 234]
- marine-paragraphs: [698, 237, 829, 271]
- divider: [706, 800, 821, 801]
- paragraph: Best six ounces of butter to a cream, add three eggs, yolks and whites beaten separately, eight ounces of brown sugar and half a pint of milk, sour if possible. To a separate basin mix half a pound of flour, half a pound of ground rice, a teaspoonful of baking powder, one pound of currants, and four ounces of candied peel. Add the dry ingredients gradually to the others, and beat all well together for a quarter of an hour. Bake in a moderate oven for about an hour and a half.: [560, 674, 691, 755]
- tussicura-heading: TAKE TUSSICURA, THE MARVELLOUS THROAT AND LUNG TONIC.: [700, 914, 826, 932]
- benzine-paragraphs: [285, 334, 416, 431]
- paragraph: At 2.30 a very bright children's service was held, the vicar speaking to the children, who filled the sacred edifice, from the words, "There is a friend for little children.": [973, 577, 1105, 610]
- hoggets-heading: MORTALITY AMONGST HOGGETS.: [299, 593, 401, 613]
- divider: [293, 297, 408, 298]
- received-note: Received this morning, 12.35 o'clock.: [989, 132, 1090, 139]
- paragraph: There were nine births, four deaths, and two marriages registered in Carterton last month.: [422, 611, 553, 627]
- column-8: [970, 28, 1108, 1536]
- paragraph: The bomb at General Otis' house was concealed in a suit case and hidden in a vine outside the drawing-room window.: [422, 398, 553, 422]
- paragraph: Mr R. Person's Mystify, time 3 hrs 30min., velocity 647 yds.: [560, 315, 691, 331]
- amusements-subheading: THOMPSON-PAYNE PICTURES.: [851, 674, 951, 683]
- jockey-heading: A JOCKEY'S ESTATE.: [855, 319, 947, 329]
- divider: [844, 315, 959, 316]
